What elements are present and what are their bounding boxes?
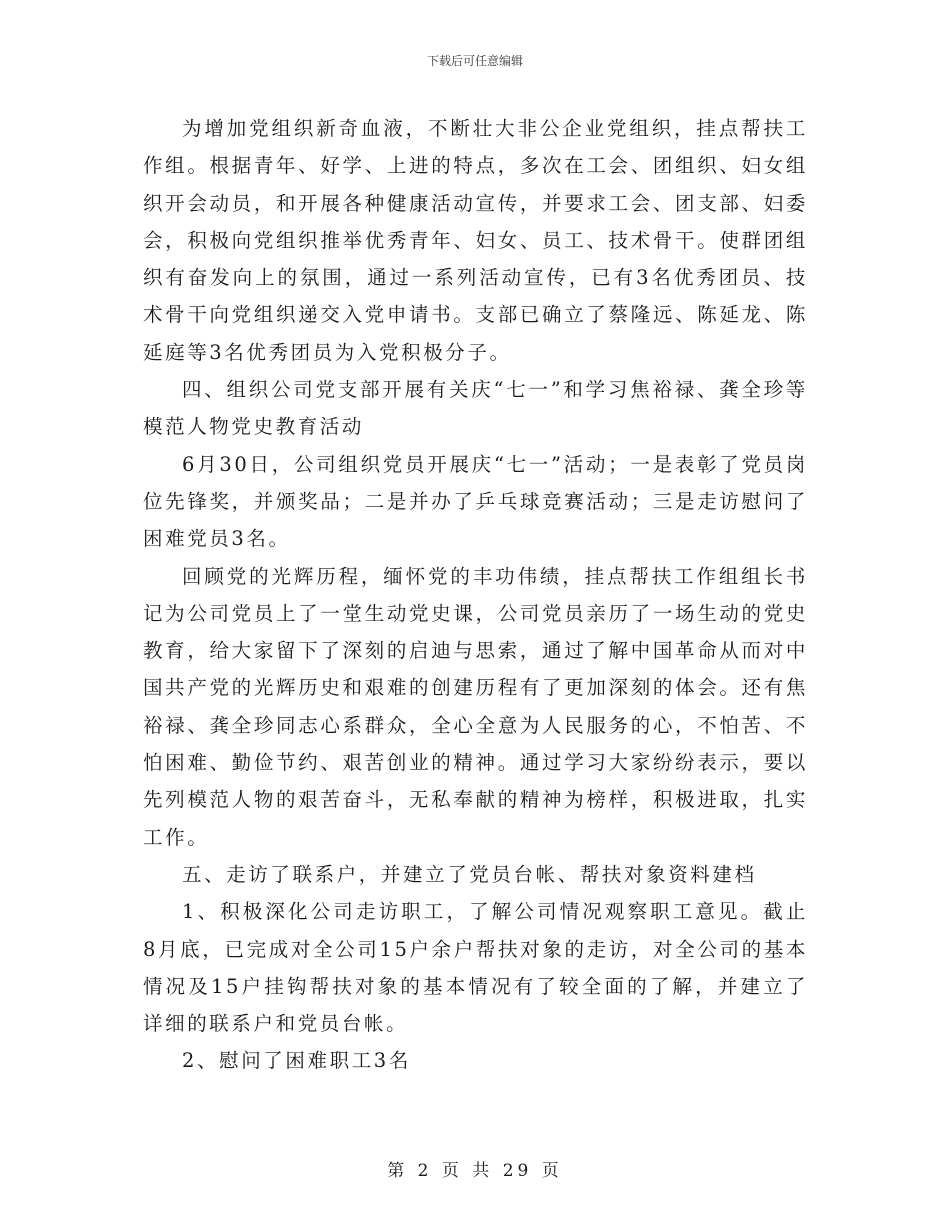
paragraph-2: 6月30日，公司组织党员开展庆“七一”活动；一是表彰了党员岗位先锋奖，并颁奖品；二是并办了乒乓球竞赛活动；三是走访慰问了困难党员3名。 [143, 452, 808, 551]
page-number-footer: 第 2 页 共 29 页 [387, 1161, 563, 1181]
section-heading-5: 五、走访了联系户，并建立了党员台帐、帮扶对象资料建档 [182, 862, 757, 886]
document-body [143, 110, 808, 1080]
paragraph-4: 1、积极深化公司走访职工，了解公司情况观察职工意见。截止8月底，已完成对全公司15户余户帮扶对象的走访，对全公司的基本情况及15户挂钩帮扶对象的基本情况有了较全面的了解，并建立了详细的联系户和党员台帐。 [143, 900, 808, 1036]
paragraph-1: 为增加党组织新奇血液，不断壮大非公企业党组织，挂点帮扶工作组。根据青年、好学、上进的特点，多次在工会、团组织、妇女组织开会动员，和开展各种健康活动宣传，并要求工会、团支部、妇委会，积极向党组织推举优秀青年、妇女、员工、技术骨干。使群团组织有奋发向上的氛围，通过一系列活动宣传，已有3名优秀团员、技术骨干向党组织递交入党申请书。支部已确立了蔡隆远、陈延龙、陈延庭等3名优秀团员为入党积极分子。 [143, 117, 808, 364]
paragraph-5: 2、慰问了困难职工3名 [182, 1049, 411, 1073]
paragraph-3: 回顾党的光辉历程，缅怀党的丰功伟绩，挂点帮扶工作组组长书记为公司党员上了一堂生动党史课，公司党员亲历了一场生动的党史教育，给大家留下了深刻的启迪与思索，通过了解中国革命从而对中国共产党的光辉历史和艰难的创建历程有了更加深刻的体会。还有焦裕禄、龚全珍同志心系群众，全心全意为人民服务的心，不怕苦、不怕困难、勤俭节约、艰苦创业的精神。通过学习大家纷纷表示，要以先列模范人物的艰苦奋斗，无私奉献的精神为榜样，积极进取，扎实工作。 [143, 564, 808, 849]
section-heading-4: 四、组织公司党支部开展有关庆“七一”和学习焦裕禄、龚全珍等模范人物党史教育活动 [143, 378, 808, 439]
page-header-note: 下载后可任意编辑 [426, 54, 523, 68]
